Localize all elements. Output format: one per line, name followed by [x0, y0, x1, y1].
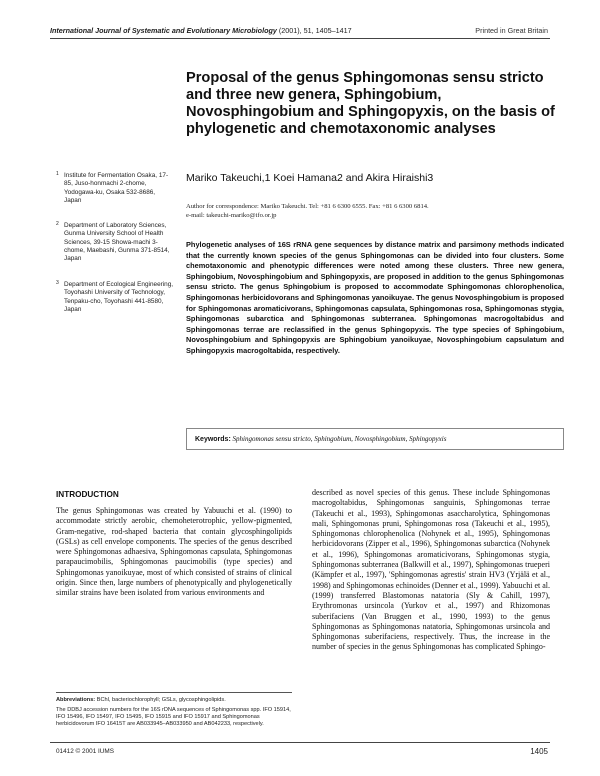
article-title: Proposal of the genus Sphingomonas sensu stricto and three new genera, Sphingobium, Novosphingobium and Sphingopyxis, on the basis of phylogenetic and chemotaxonomic analyses	[186, 70, 555, 137]
affiliation-number: 3	[56, 280, 59, 286]
footnote-rule	[56, 692, 292, 693]
intro-column-2: described as novel species of this genus. These include Sphingomonas macrogoltabidus, Sphingomonas sanguinis, Sphingomonas terrae (Takeuchi et al., 1993), Sphingomonas asaccharolytica, Sphingomonas mali, Sphingomonas pruni, Sphingomonas rosa (Takeuchi et al., 1995), Sphingomonas chlorophenolica (Nohynek et al., 1995), Sphingomonas herbicidovorans (Zipper et al., 1996), Sphingomonas subarctica (Nohynek et al., 1996), Sphingomonas aromaticivorans, Sphingomonas stygia, Sphingomonas subterranea (Balkwill et al., 1997), Sphingomonas trueperi (Kämpfer et al., 1997), 'Sphingomonas agrestis' strain HV3 (Yrjälä et al., 1998) and Sphingomonas echinoides (Denner et al., 1999). Yabuuchi et al. (1999) transferred Blastomonas natatoria (Sly & Cahill, 1997), Erythromonas ursincola (Yurkov et al., 1997) and Rhizomonas suberifaciens (Van Bruggen et al., 1990, 1993) to the genus Sphingomonas as Sphingomonas natatoria, Sphingomonas ursincola and Sphingomonas suberifaciens, respectively. Thus, the increase in the number of species in the genus Sphingomonas has complicated Sphingo-	[312, 488, 550, 652]
correspondence-email[interactable]: e-mail: takeuchi-mariko@ifo.or.jp	[186, 212, 277, 219]
footnote-ddbj: The DDBJ accession numbers for the 16S rDNA sequences of Sphingomonas spp. IFO 15914, IFO 15496, IFO 15497, IFO 15495, IFO 15915 and IFO 15917 and Sphingomonas herbicidovorum IFO 16415T are AB033945–AB033950 and AB042233, respectively.	[56, 707, 291, 728]
journal-name: International Journal of Systematic and Evolutionary Microbiology	[50, 26, 277, 35]
page-number: 1405	[530, 747, 548, 756]
keywords-label: Keywords:	[195, 436, 231, 443]
section-heading: INTRODUCTION	[56, 490, 119, 499]
footer-copyright: 01412 © 2001 IUMS	[56, 748, 114, 755]
affiliation-1	[56, 172, 174, 205]
abbreviations-label: Abbreviations:	[56, 697, 96, 703]
keywords-values: Sphingomonas sensu stricto, Sphingobium, Novosphingobium, Sphingopyxis	[232, 435, 447, 443]
affiliation-number: 2	[56, 221, 59, 227]
affiliation-number: 1	[56, 171, 59, 177]
affiliation-3	[56, 281, 174, 314]
abstract: Phylogenetic analyses of 16S rRNA gene sequences by distance matrix and parsimony methods indicated that the currently known species of the genus Sphingomonas can be divided into four clusters. Some chemotaxonomic and phenotypic differences were noted among these clusters. Three new genera, Sphingobium, Novosphingobium and Sphingopyxis, are proposed in addition to the genus Sphingomonas sensu stricto. The genus Sphingobium is proposed to accommodate Sphingomonas chlorophenolica, Sphingomonas herbicidovorans and Sphingomonas yanoikuyae. The genus Novosphingobium is proposed for Sphingomonas aromaticivorans, Sphingomonas capsulata, Sphingomonas rosa, Sphingomonas stygia, Sphingomonas subarctica and Sphingomonas subterranea. Sphingomonas macrogoltabidus and Sphingomonas terrae are reclassified in the genus Sphingopyxis. The type species of Sphingobium, Novosphingobium and Sphingopyxis are Sphingobium yanoikuyae, Novosphingobium capsulatum and Sphingopyxis macrogoltabida, respectively.	[186, 240, 564, 355]
author-list: Mariko Takeuchi,1 Koei Hamana2 and Akira Hiraishi3	[186, 172, 434, 184]
journal-citation: (2001), 51, 1405–1417	[278, 26, 352, 35]
intro-column-1: The genus Sphingomonas was created by Yabuuchi et al. (1990) to accommodate strictly aerobic, chemoheterotrophic, yellow-pigmented, Gram-negative, rod-shaped bacteria that contain glycosphingolipids (GSLs) as cell envelope components. The species of the genus described were Sphingomonas adhaesiva, Sphingomonas capsulata, Sphingomonas parapaucimobilis, Sphingomonas paucimobilis (type species) and Sphingomonas yanoikuyae, most of which consisted of strains of clinical origin. Since then, large numbers of phenotypically and phylogenetically similar strains have been isolated from various environments and	[56, 506, 292, 598]
abbreviations-text: BChl, bacteriochlorophyll; GSLs, glycosphingolipids.	[96, 697, 226, 703]
keywords-box	[186, 428, 564, 450]
affiliation-text: Department of Ecological Engineering, Toyohashi University of Technology, Tenpaku-cho, Toyohashi 441-8580, Japan	[64, 281, 174, 313]
affiliation-text: Institute for Fermentation Osaka, 17-85, Juso-honmachi 2-chome, Yodogawa-ku, Osaka 532-8686, Japan	[64, 172, 169, 204]
printed-note: Printed in Great Britain	[475, 26, 548, 35]
correspondence	[186, 202, 566, 220]
journal-header	[50, 26, 352, 35]
correspondence-contact: Author for correspondence: Mariko Takeuchi. Tel: +81 6 6300 6555. Fax: +81 6 6300 6814.	[186, 203, 429, 210]
affiliation-text: Department of Laboratory Sciences, Gunma University School of Health Sciences, 39-15 Showa-machi 3-chome, Maebashi, Gunma 371-8514, Japan	[64, 222, 170, 263]
footer-rule	[50, 742, 550, 743]
affiliation-2	[56, 222, 174, 263]
header-rule	[50, 38, 550, 39]
footnote-abbreviations	[56, 697, 292, 704]
